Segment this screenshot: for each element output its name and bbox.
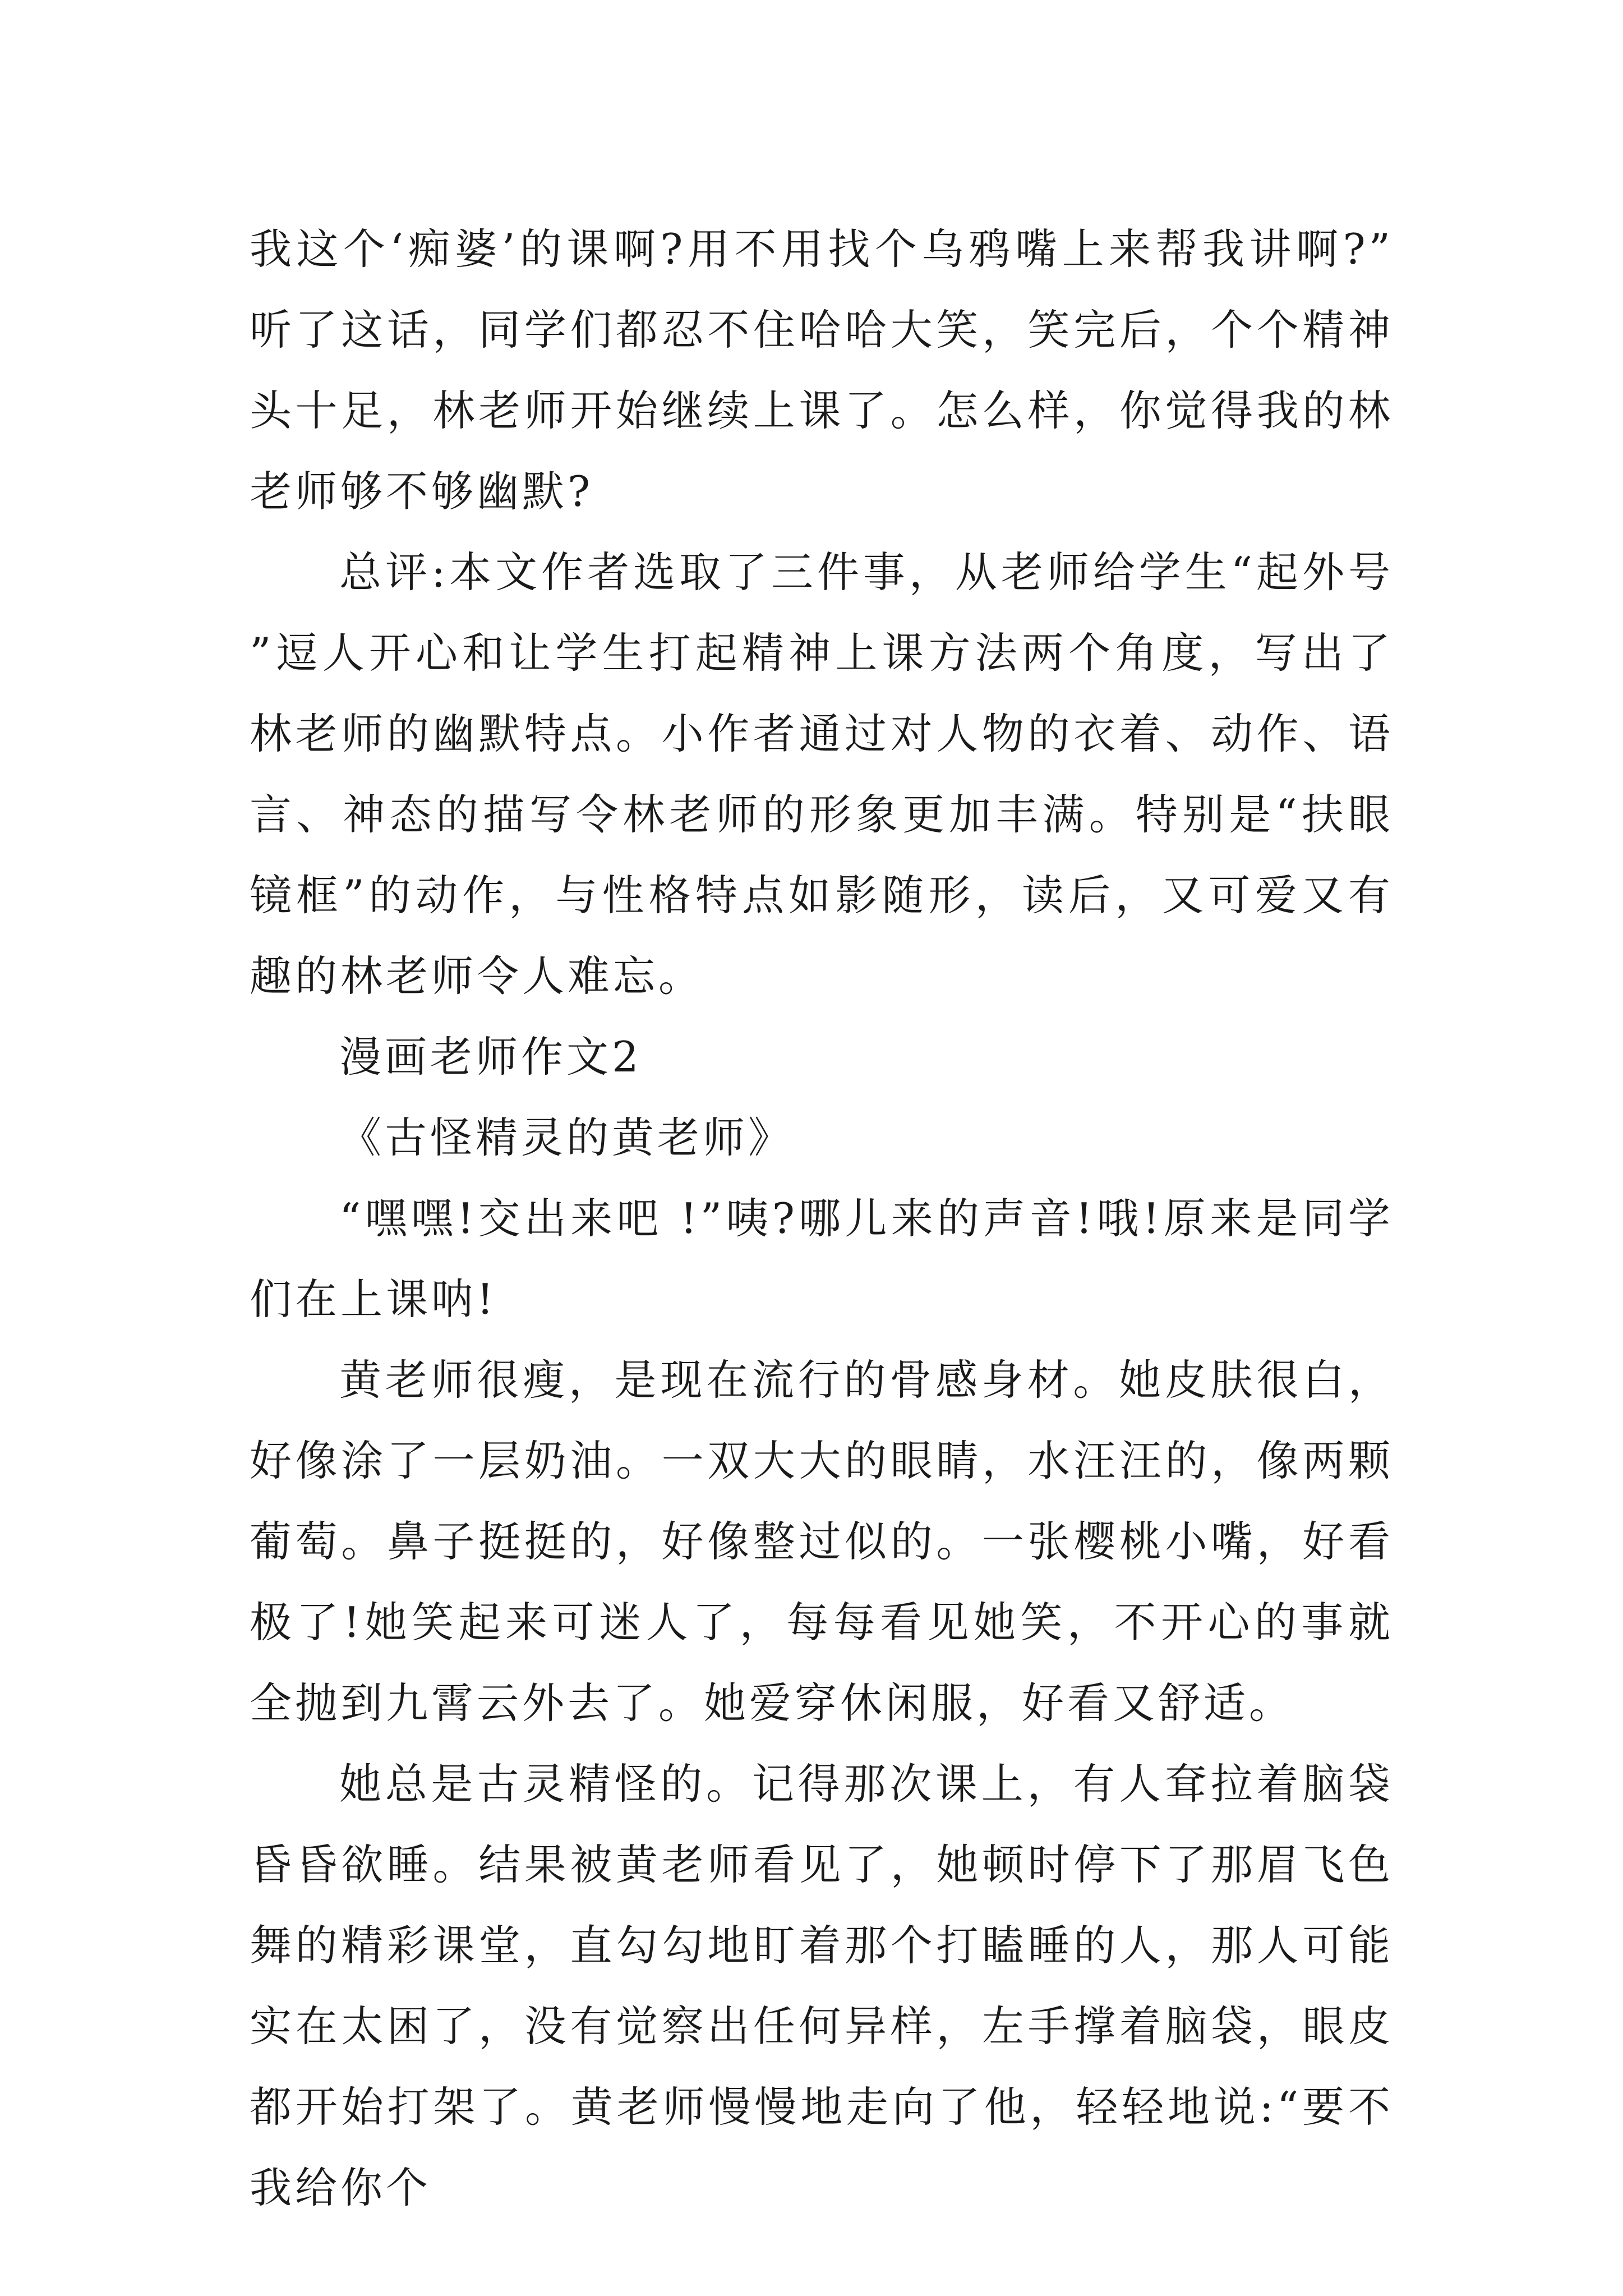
- paragraph-review: 总评:本文作者选取了三件事，从老师给学生“起外号”逗人开心和让学生打起精神上课方法两个角度，写出了林老师的幽默特点。小作者通过对人物的衣着、动作、语言、神态的描写令林老师的形象更加丰满。特别是“扶眼镜框”的动作，与性格特点如影随形，读后，又可爱又有趣的林老师令人难忘。: [250, 547, 1394, 1001]
- essay-heading: 漫画老师作文2: [339, 1032, 642, 1082]
- paragraph-continuation: 我这个‘痴婆’的课啊?用不用找个乌鸦嘴上来帮我讲啊?”听了这话，同学们都忍不住哈哈大笑，笑完后，个个精神头十足，林老师开始继续上课了。怎么样，你觉得我的林老师够不够幽默?: [250, 224, 1394, 516]
- essay-title: 《古怪精灵的黄老师》: [339, 1113, 794, 1162]
- document-body: [250, 209, 1394, 2228]
- paragraph-story: 她总是古灵精怪的。记得那次课上，有人耷拉着脑袋昏昏欲睡。结果被黄老师看见了，她顿时停下了那眉飞色舞的精彩课堂，直勾勾地盯着那个打瞌睡的人，那人可能实在太困了，没有觉察出任何异样，左手撑着脑袋，眼皮都开始打架了。黄老师慢慢地走向了他，轻轻地说:“要不我给你个: [250, 1759, 1394, 2212]
- paragraph-opening: “嘿嘿!交出来吧 !”咦?哪儿来的声音!哦!原来是同学们在上课呐!: [250, 1194, 1394, 1324]
- paragraph-appearance: 黄老师很瘦，是现在流行的骨感身材。她皮肤很白，好像涂了一层奶油。一双大大的眼睛，水汪汪的，像两颗葡萄。鼻子挺挺的，好像整过似的。一张樱桃小嘴，好看极了!她笑起来可迷人了，每每看见她笑，不开心的事就全抛到九霄云外去了。她爱穿休闲服，好看又舒适。: [250, 1355, 1394, 1728]
